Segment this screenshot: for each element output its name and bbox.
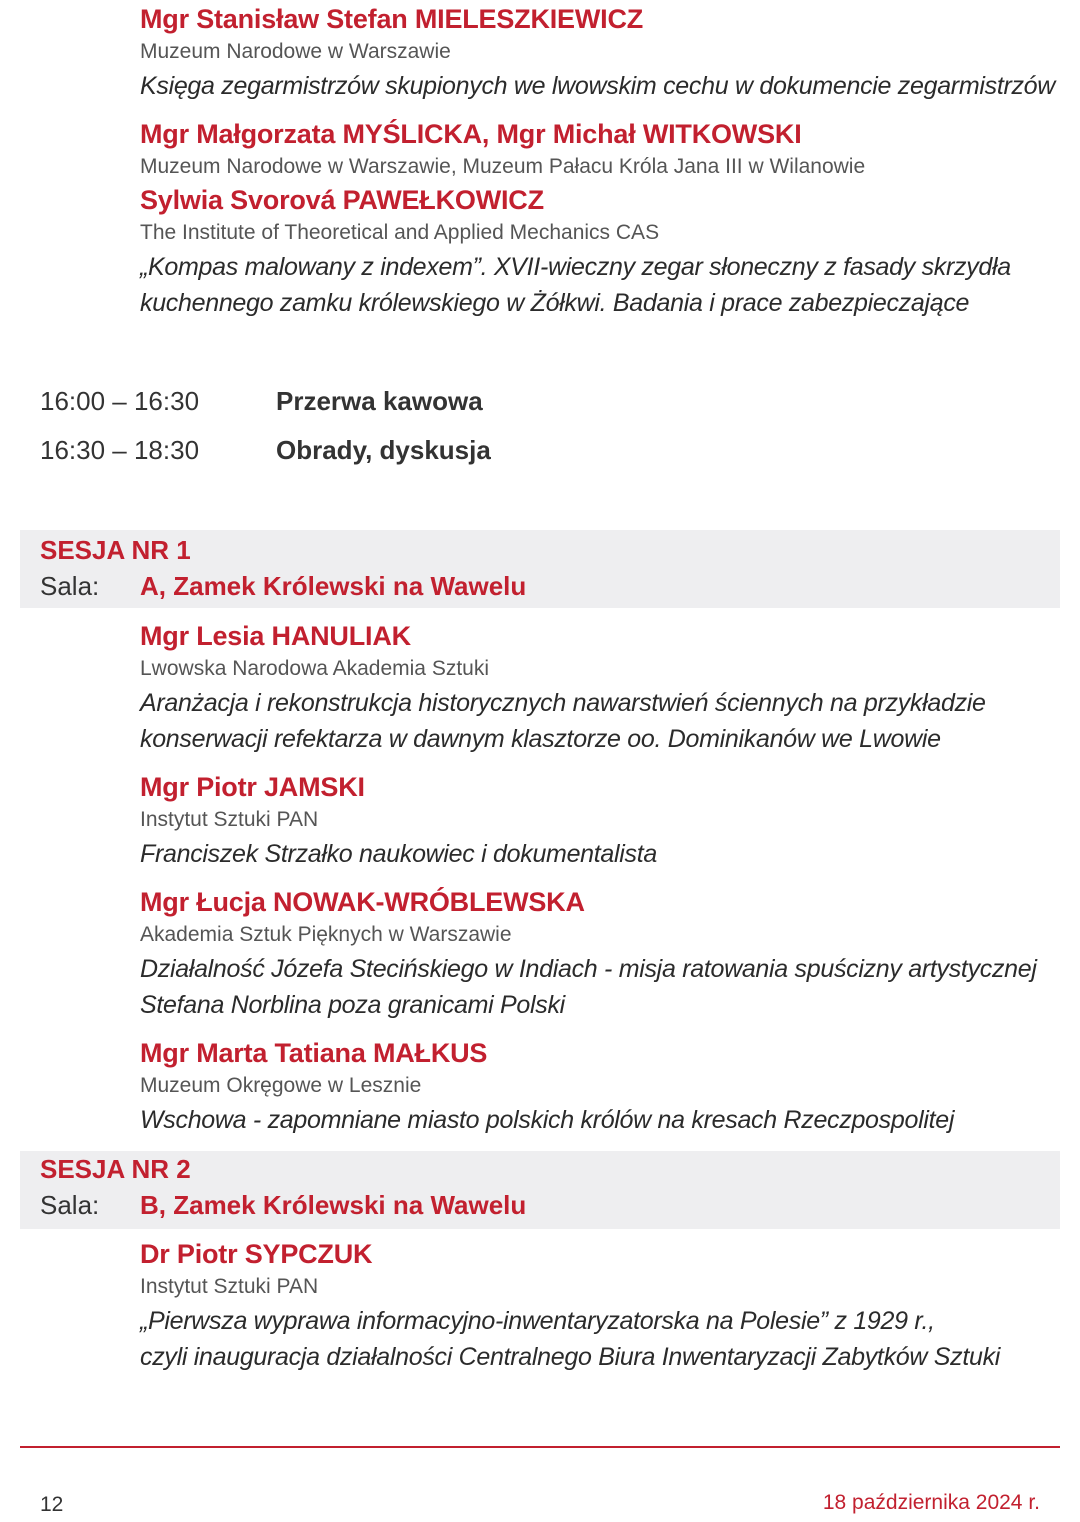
talk-title: czyli inauguracja działalności Centralnego Biura Inwentaryzacji Zabytków Sztuki: [140, 1343, 1001, 1371]
talk-title: Wschowa - zapomniane miasto polskich królów na kresach Rzeczpospolitej: [140, 1106, 955, 1134]
schedule-time: 16:30 – 18:30: [40, 435, 200, 465]
speaker-institution: Muzeum Okręgowe w Lesznie: [140, 1074, 422, 1097]
speaker-name: Mgr Piotr JAMSKI: [140, 772, 365, 802]
talk-title: „Kompas malowany z indexem”. XVII-wieczny zegar słoneczny z fasady skrzydła: [140, 253, 1011, 281]
talk-title: kuchennego zamku królewskiego w Żółkwi. Badania i prace zabezpieczające: [140, 289, 970, 317]
footer-divider: [20, 1446, 1060, 1448]
sala-value: B, Zamek Królewski na Wawelu: [140, 1190, 527, 1220]
session-title: SESJA NR 2: [40, 1154, 191, 1184]
speaker-institution: Instytut Sztuki PAN: [140, 808, 319, 831]
speaker-name: Mgr Łucja NOWAK-WRÓBLEWSKA: [140, 887, 585, 917]
speaker-institution: Muzeum Narodowe w Warszawie, Muzeum Pałacu Króla Jana III w Wilanowie: [140, 155, 866, 178]
schedule-time: 16:00 – 16:30: [40, 386, 200, 416]
speaker-name: Mgr Małgorzata MYŚLICKA, Mgr Michał WITKOWSKI: [140, 119, 802, 149]
talk-title: Stefana Norblina poza granicami Polski: [140, 991, 565, 1019]
speaker-name: Dr Piotr SYPCZUK: [140, 1239, 373, 1269]
page-number: 12: [40, 1493, 64, 1516]
schedule-event: Obrady, dyskusja: [276, 435, 491, 465]
talk-title: „Pierwsza wyprawa informacyjno-inwentaryzatorska na Polesie” z 1929 r.,: [140, 1307, 935, 1335]
speaker-institution: Akademia Sztuk Pięknych w Warszawie: [140, 923, 512, 946]
sala-label: Sala:: [40, 571, 100, 601]
speaker-name: Mgr Stanisław Stefan MIELESZKIEWICZ: [140, 4, 644, 34]
speaker-name: Mgr Marta Tatiana MAŁKUS: [140, 1038, 488, 1068]
session-title: SESJA NR 1: [40, 535, 191, 565]
speaker-institution: The Institute of Theoretical and Applied Mechanics CAS: [140, 221, 660, 244]
talk-title: konserwacji refektarza w dawnym klasztorze oo. Dominikanów we Lwowie: [140, 725, 941, 753]
speaker-institution: Muzeum Narodowe w Warszawie: [140, 40, 451, 63]
page-date: 18 października 2024 r.: [822, 1491, 1040, 1514]
talk-title: Działalność Józefa Stecińskiego w Indiach - misja ratowania spuścizny artystycznej: [140, 955, 1037, 983]
speaker-institution: Instytut Sztuki PAN: [140, 1275, 319, 1298]
sala-label: Sala:: [40, 1190, 100, 1220]
talk-title: Aranżacja i rekonstrukcja historycznych nawarstwień ściennych na przykładzie: [140, 689, 986, 717]
speaker-name: Sylwia Svorová PAWEŁKOWICZ: [140, 185, 544, 215]
sala-value: A, Zamek Królewski na Wawelu: [140, 571, 527, 601]
speaker-institution: Lwowska Narodowa Akademia Sztuki: [140, 657, 490, 680]
speaker-name: Mgr Lesia HANULIAK: [140, 621, 411, 651]
schedule-event: Przerwa kawowa: [276, 386, 483, 416]
talk-title: Franciszek Strzałko naukowiec i dokumentalista: [140, 840, 657, 868]
talk-title: Księga zegarmistrzów skupionych we lwowskim cechu w dokumencie zegarmistrzów: [140, 72, 1056, 100]
